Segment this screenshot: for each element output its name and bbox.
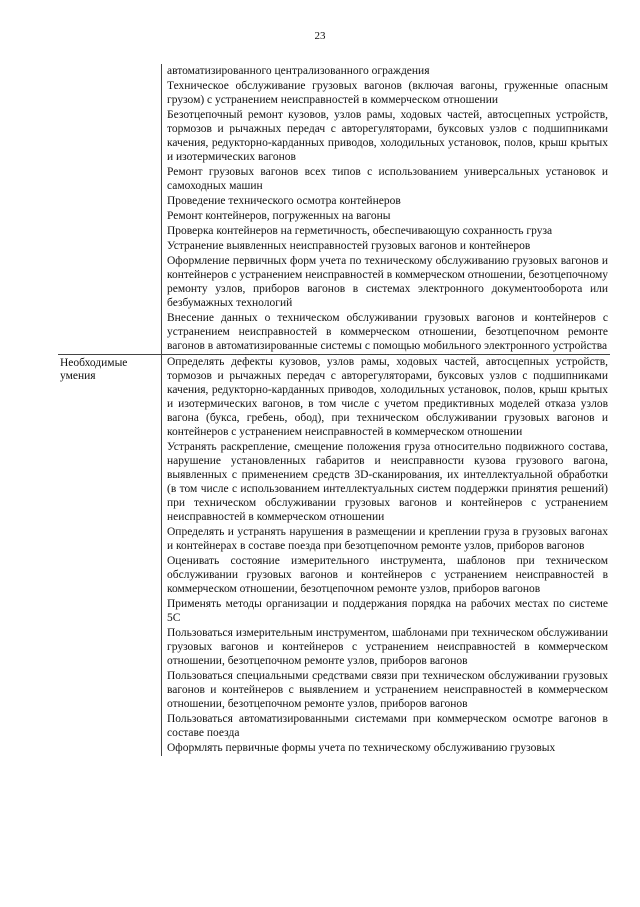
item-text: автоматизированного централизованного ограждения	[167, 65, 430, 77]
item-cell	[162, 440, 611, 525]
item-text: Проведение технического осмотра контейнеров	[167, 195, 401, 207]
item-text: Внесение данных о техническом обслуживании грузовых вагонов и контейнеров с устранением неисправностей в коммерческом отношении, безотцепочном ремонте вагонов в автоматизированные системы с помощью мобильного электронного устройства	[167, 312, 608, 352]
item-text: Оценивать состояние измерительного инструмента, шаблонов при техническом обслуживании грузовых вагонов и контейнеров с устранением неисправностей в коммерческом отношении, безотцепочном ремонте узлов, приборов вагонов	[167, 555, 608, 595]
item-cell	[162, 554, 611, 597]
item-text: Устранять раскрепление, смещение положения груза относительно подвижного состава, нарушение установленных габаритов и неисправности кузова грузового вагона, выявленных с применением средств 3D-сканирования, их интеллектуальной обработки (в том числе с использованием интеллектуальных систем поддержки принятия решений) при техническом обслуживании грузовых вагонов и контейнеров с устранением неисправностей в коммерческом отношении	[167, 441, 608, 523]
item-cell	[162, 108, 611, 165]
item-text: Определять дефекты кузовов, узлов рамы, ходовых частей, автосцепных устройств, тормозов и рычажных передач с авторегуляторами, буксовых узлов с подшипниками качения, редукторно-карданных приводов, холодильных установок, полов, крыш крытых и изотермических вагонов, в том числе с учетом предиктивных моделей отказа узлов вагона (букса, гребень, обод), при техническом обслуживании грузовых вагонов и контейнеров с устранением неисправностей в коммерческом отношении	[167, 356, 608, 438]
item-text: Определять и устранять нарушения в размещении и креплении груза в грузовых вагонах и контейнерах в составе поезда при безотцепочном ремонте узлов, приборов вагонов	[167, 526, 608, 552]
item-cell	[162, 194, 611, 209]
item-text: Безотцепочный ремонт кузовов, узлов рамы, ходовых частей, автосцепных устройств, тормозов и рычажных передач с авторегуляторами, буксовых узлов с подшипниками качения, редукторно-карданных приводов, холодильных установок, полов, крыш крытых и изотермических вагонов	[167, 109, 608, 163]
item-text: Устранение выявленных неисправностей грузовых вагонов и контейнеров	[167, 240, 531, 252]
item-cell	[162, 224, 611, 239]
section-label-cell	[58, 355, 162, 757]
item-text: Пользоваться измерительным инструментом, шаблонами при техническом обслуживании грузовых вагонов и контейнеров с устранением неисправностей в коммерческом отношении, безотцепочном ремонте узлов, приборов вагонов	[167, 627, 608, 667]
item-cell	[162, 64, 611, 79]
item-cell	[162, 254, 611, 311]
item-cell	[162, 597, 611, 626]
requirements-table	[58, 64, 610, 756]
item-cell	[162, 311, 611, 355]
item-text: Пользоваться автоматизированными системами при коммерческом осмотре вагонов в составе поезда	[167, 713, 608, 739]
item-cell	[162, 626, 611, 669]
item-cell	[162, 712, 611, 741]
section-label: Необходимые умения	[60, 357, 128, 382]
section-label	[58, 64, 161, 66]
item-text: Ремонт грузовых вагонов всех типов с использованием универсальных установок и самоходных машин	[167, 166, 608, 192]
section-label-cell	[58, 64, 162, 355]
item-text: Пользоваться специальными средствами связи при техническом обслуживании грузовых вагонов и контейнеров с выявлением и устранением неисправностей в коммерческом отношении, безотцепочном ремонте узлов, приборов вагонов	[167, 670, 608, 710]
item-text: Оформлять первичные формы учета по техническому обслуживанию грузовых	[167, 742, 556, 754]
item-cell	[162, 355, 611, 441]
table-row	[58, 355, 610, 441]
table-row	[58, 64, 610, 79]
item-cell	[162, 669, 611, 712]
item-text: Применять методы организации и поддержания порядка на рабочих местах по системе 5С	[167, 598, 608, 624]
item-cell	[162, 209, 611, 224]
item-cell	[162, 165, 611, 194]
item-text: Ремонт контейнеров, погруженных на вагоны	[167, 210, 391, 222]
item-text: Техническое обслуживание грузовых вагонов (включая вагоны, груженные опасным грузом) с устранением неисправностей в коммерческом отношении	[167, 80, 608, 106]
page-number: 23	[314, 30, 326, 42]
item-cell	[162, 79, 611, 108]
item-text: Оформление первичных форм учета по техническому обслуживанию грузовых вагонов и контейнеров с устранением неисправностей в коммерческом отношении, безотцепочному ремонту узлов, приборов вагонов в системах электронного документооборота или безбумажных технологий	[167, 255, 608, 309]
item-cell	[162, 741, 611, 756]
item-text: Проверка контейнеров на герметичность, обеспечивающую сохранность груза	[167, 225, 553, 237]
item-cell	[162, 525, 611, 554]
item-cell	[162, 239, 611, 254]
